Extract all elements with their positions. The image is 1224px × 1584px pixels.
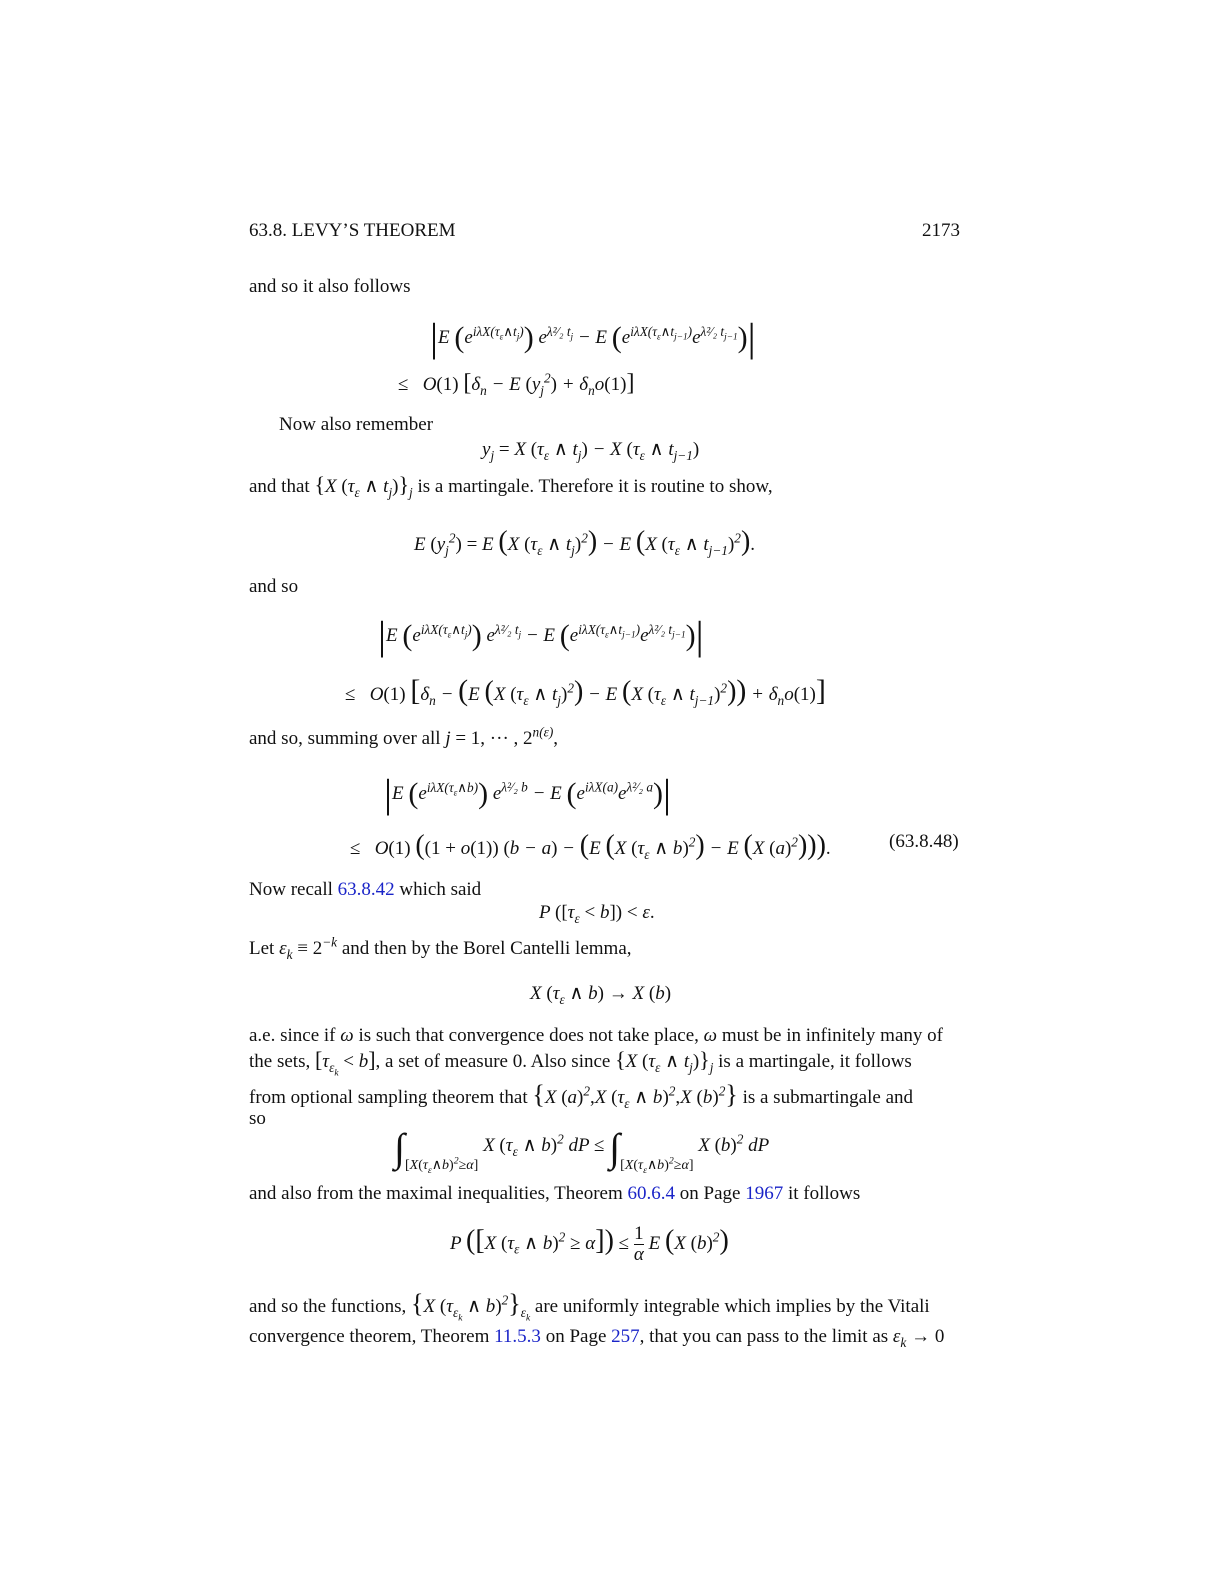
equation-bound-2: ≤ O(1) [$\delta_n - (E$ (X ($\tau_\varepsilon$ ∧ $t_j)^2) - E$ (X ($\tau_\varepsilon$ ∧ $t_{j-1})^2)) + \delta_no(1)$] (345, 674, 826, 708)
equation-abs-diff-1: |E $(e^{i\lambda X(\tau_\varepsilon\wedge t_j)}) e^{\lambda^2⁄_2 t_j} - E$ $(e^{i\lambda X(\tau_\varepsilon\wedge t_{j-1})}e^{\lambda^2⁄_2 t_{j-1}})|$ (430, 315, 756, 360)
paragraph-line: and so it also follows (249, 276, 411, 297)
page-ref-link[interactable]: 257 (611, 1326, 640, 1347)
paragraph-line: and also from the maximal inequalities, Theorem 60.6.4 on Page 1967 it follows (249, 1183, 861, 1204)
paragraph-line: Now recall 63.8.42 which said (249, 879, 482, 900)
equation-yj: $y_j = X$ ($\tau_\varepsilon$ ∧ $t_j) - X$ ($\tau_\varepsilon$ ∧ $t_{j-1}$) (482, 439, 700, 463)
equation-bound-1: ≤ O(1) [$\delta_n - E$ $(y_j^2) + \delta_no(1)$] (398, 370, 635, 398)
paragraph-line: the sets, $[\tau_{\varepsilon_k} < b]$, a set of measure 0. Also since {X ($\tau_\varepsilon$ ∧ $t_j)\}_j$ is a martingale, it follows (249, 1047, 912, 1079)
equation-probability: P $([\tau_\varepsilon < b]) < \varepsilon$. (539, 902, 655, 926)
equation-maximal: P ([X ($\tau_\varepsilon$ ∧ b)$^2$ ≥ α]) ≤ $\frac{1}{\alpha}$ E (X $(b)^2$) (450, 1223, 729, 1265)
paragraph-line: and that {X ($\tau_\varepsilon$ ∧ $t_j)\}_j$ is a martingale. Therefore it is routine to show, (249, 472, 773, 500)
paragraph-line: Let $\varepsilon_k \equiv 2^{-k}$ and then by the Borel Cantelli lemma, (249, 934, 632, 962)
equation-ref-link[interactable]: 63.8.42 (337, 879, 395, 900)
equation-abs-diff-2: |E $(e^{i\lambda X(\tau_\varepsilon\wedge t_j)}) e^{\lambda^2⁄_2 t_j} - E$ $(e^{i\lambda X(\tau_\varepsilon\wedge t_{j-1})}e^{\lambda^2⁄_2 t_{j-1}})|$ (378, 613, 704, 658)
paragraph-line: and so (249, 576, 299, 597)
equation-bound-3: ≤ O(1) ((1 + o(1)) (b − a) − (E (X ($\tau_\varepsilon$ ∧ b)$^2$) − E (X $(a)^2$))). (350, 830, 831, 862)
theorem-ref-link[interactable]: 11.5.3 (494, 1326, 541, 1347)
paragraph-line: convergence theorem, Theorem 11.5.3 on Page 257, that you can pass to the limit as $\varepsilon_k \to 0$ (249, 1326, 945, 1350)
equation-integral: $\int_{[X(\tau_\varepsilon\wedge b)^2\ge\alpha]}$ X ($\tau_\varepsilon$ ∧ b)$^2$ dP ≤ $\int_{[X(\tau_\varepsilon\wedge b)^2\ge\alpha]}$ X $(b)^2$ dP (394, 1125, 770, 1176)
paragraph-line: a.e. since if ω is such that convergence does not take place, ω must be in infinitely many of (249, 1025, 943, 1046)
paragraph-line: Now also remember (279, 414, 434, 435)
equation-abs-diff-3: |E $(e^{i\lambda X(\tau_\varepsilon\wedge b)}) e^{\lambda^2⁄_2 b} - E$ $(e^{i\lambda X(a)}e^{\lambda^2⁄_2 a})|$ (384, 771, 672, 816)
paragraph-line: from optional sampling theorem that {X $(a)^2,X$ ($\tau_\varepsilon$ ∧ b)$^2$,X $(b)^2$} is a submartingale and (249, 1080, 914, 1111)
paragraph-line: and so, summing over all j = 1, ··· , $2^{n(\varepsilon)}$, (249, 724, 559, 749)
paragraph-line: so (249, 1108, 266, 1129)
equation-label: (63.8.48) (889, 831, 959, 852)
page-ref-link[interactable]: 1967 (745, 1183, 784, 1204)
paragraph-line: and so the functions, {X ($\tau_{\varepsilon_k}$ ∧ $b)^2\}_{\varepsilon_k}$ are uniformly integrable which implies by the Vitali (249, 1289, 930, 1324)
theorem-ref-link[interactable]: 60.6.4 (627, 1183, 675, 1204)
equation-expectation: E $(y_j^2) = E$ (X ($\tau_\varepsilon$ ∧ $t_j)^2) - E$ (X ($\tau_\varepsilon$ ∧ $t_{j-1})^2$). (414, 526, 756, 558)
running-header: 63.8. LEVY’S THEOREM (249, 220, 456, 241)
equation-convergence: X ($\tau_\varepsilon$ ∧ b) → X (b) (530, 983, 672, 1007)
page-number: 2173 (922, 220, 960, 241)
